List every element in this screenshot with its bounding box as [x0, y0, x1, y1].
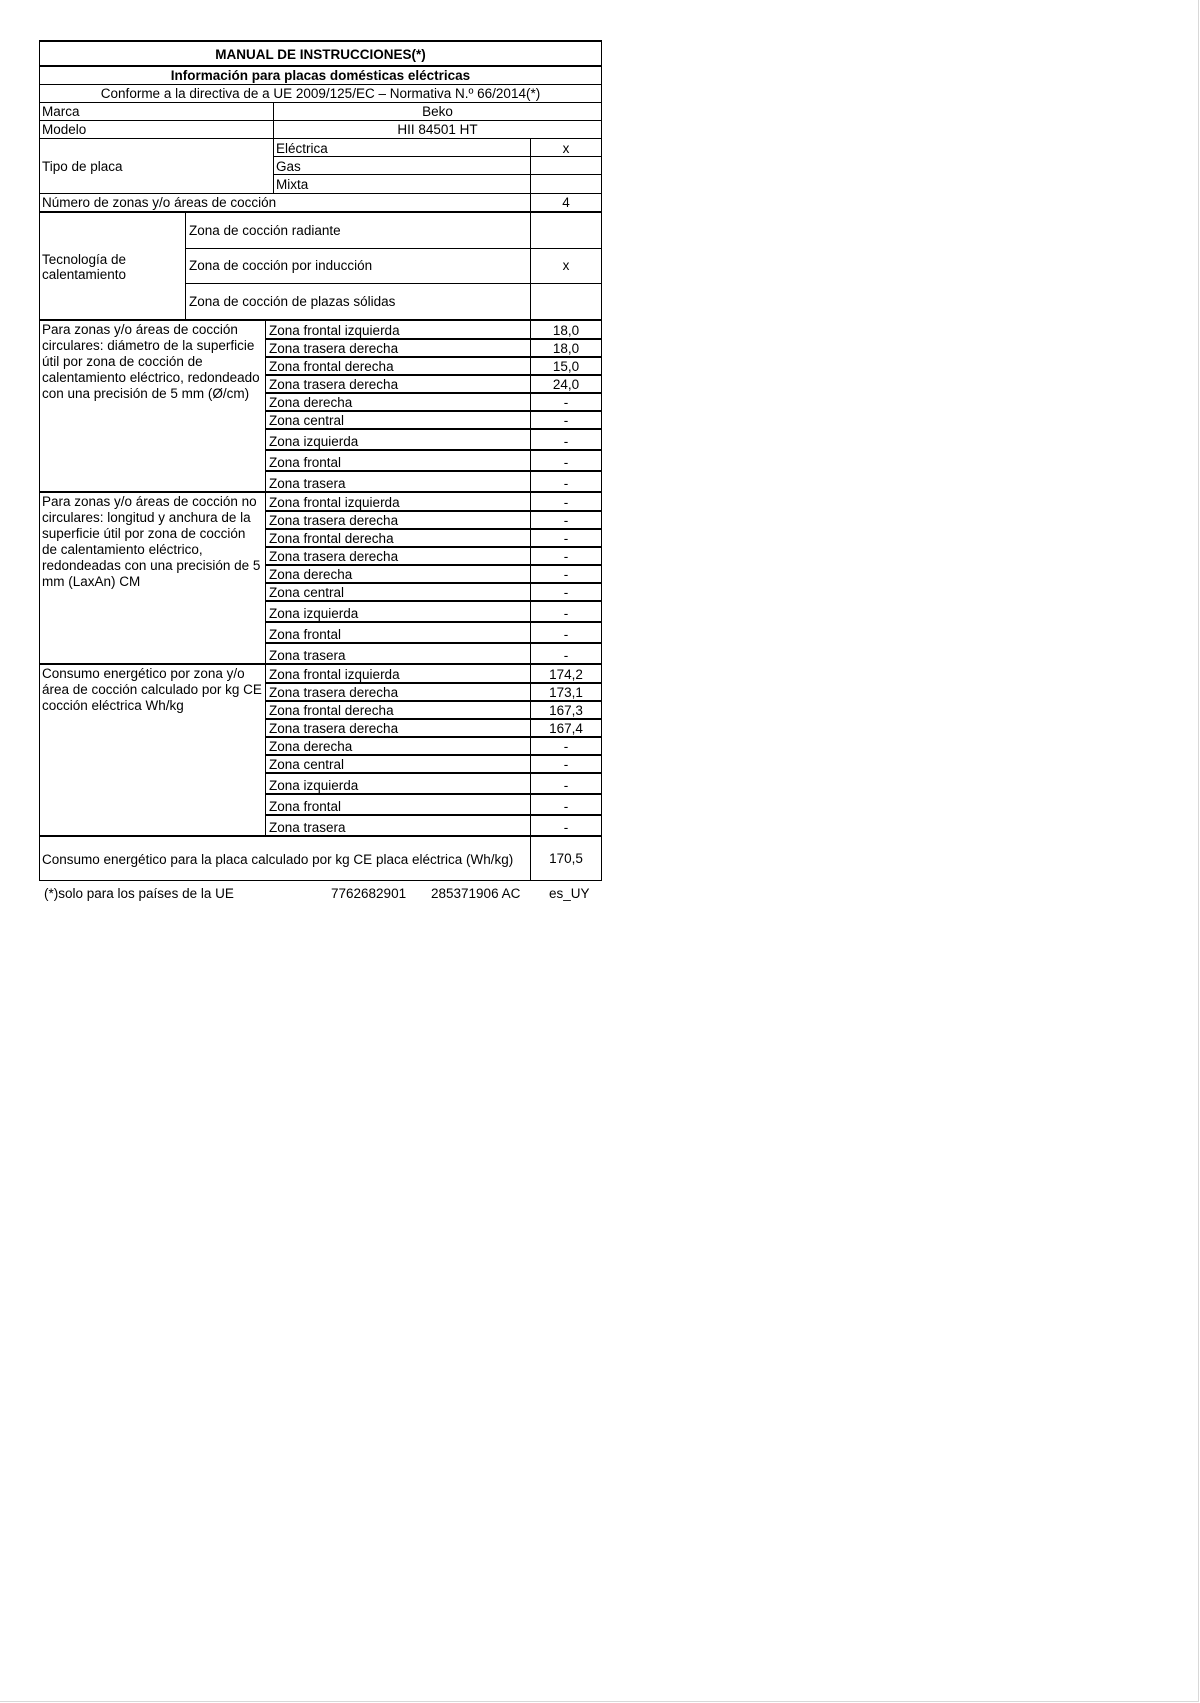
circular-zone-name	[266, 471, 530, 491]
energy-zone-zone-value	[530, 755, 602, 772]
energy-zone-zone-value	[530, 719, 602, 736]
noncircular-label	[39, 493, 265, 664]
circular-zone-name	[266, 339, 530, 356]
energy-zone-zone-value-text: -	[563, 820, 569, 835]
hob-type-option	[273, 139, 530, 156]
energy-zone-zone-name-text: Zona trasera	[269, 820, 346, 835]
table-top-border	[39, 40, 602, 42]
brand-label	[39, 103, 273, 120]
rule-energy-zone-value-split	[530, 664, 531, 836]
hob-type-option-text: Gas	[276, 159, 301, 174]
energy-zone-zone-name-text: Zona derecha	[269, 739, 353, 754]
footer-note: (*)solo para los países de la UE	[44, 886, 234, 901]
circular-zone-name	[266, 450, 530, 470]
noncircular-zone-name	[266, 511, 530, 528]
noncircular-zone-value	[530, 529, 602, 546]
hob-type-label-text: Tipo de placa	[42, 158, 123, 174]
circular-zone-value-text: 24,0	[552, 377, 580, 392]
noncircular-zone-value	[530, 547, 602, 564]
circular-zone-name-text: Zona frontal	[269, 455, 342, 470]
noncircular-zone-name-text: Zona trasera derecha	[269, 513, 399, 528]
energy-zone-zone-name-text: Zona frontal izquierda	[269, 667, 400, 682]
hob-type-label	[39, 139, 273, 193]
hob-type-option	[273, 157, 530, 174]
noncircular-zone-name	[266, 601, 530, 621]
noncircular-zone-value-text: -	[563, 531, 569, 546]
noncircular-zone-value	[530, 643, 602, 663]
model-label	[39, 121, 273, 138]
circular-zone-name-text: Zona trasera	[269, 476, 346, 491]
circular-zone-value	[530, 393, 602, 410]
energy-zone-zone-name	[266, 773, 530, 793]
energy-zone-zone-name	[266, 737, 530, 754]
noncircular-zone-name	[266, 622, 530, 642]
circular-label-text: Para zonas y/o áreas de cocción circulares: diámetro de la superficie útil por zona de cocción de calentamiento eléctrico, redondeado con una precisión de 5 mm (Ø/cm)	[42, 322, 260, 401]
hob-type-option-text: Eléctrica	[276, 141, 328, 156]
rule-energy-total-split	[530, 836, 531, 880]
zones-count-label-text: Número de zonas y/o áreas de cocción	[42, 195, 277, 210]
circular-zone-name-text: Zona frontal izquierda	[269, 323, 400, 338]
zones-count-value-text: 4	[562, 195, 570, 210]
noncircular-zone-name	[266, 583, 530, 600]
circular-zone-value	[530, 357, 602, 374]
circular-zone-value-text: 18,0	[552, 341, 580, 356]
doc-subtitle-text: Información para placas domésticas eléctricas	[170, 68, 471, 83]
directive-line	[39, 85, 602, 102]
hob-type-value	[530, 139, 602, 156]
heating-tech-value	[530, 213, 602, 248]
rule-heating-tech-value-split	[530, 211, 531, 320]
circular-zone-value	[530, 429, 602, 449]
energy-zone-zone-name	[266, 755, 530, 772]
heating-tech-label-text: Tecnología de calentamiento	[42, 251, 127, 282]
heating-tech-option	[186, 213, 530, 248]
noncircular-zone-name-text: Zona trasera	[269, 648, 346, 663]
noncircular-zone-value-text: -	[563, 648, 569, 663]
energy-total-label	[39, 837, 530, 880]
heating-tech-label	[39, 213, 185, 320]
brand-label-text: Marca	[42, 104, 80, 119]
noncircular-zone-value	[530, 601, 602, 621]
circular-zone-value-text: -	[563, 455, 569, 470]
circular-zone-value	[530, 450, 602, 470]
energy-zone-zone-value-text: -	[563, 778, 569, 793]
energy-zone-zone-value-text: -	[563, 799, 569, 814]
directive-line-text: Conforme a la directiva de a UE 2009/125/EC – Normativa N.º 66/2014(*)	[100, 86, 541, 101]
energy-zone-zone-name	[266, 665, 530, 682]
energy-zone-zone-value	[530, 815, 602, 835]
circular-zone-value-text: -	[563, 395, 569, 410]
noncircular-zone-name-text: Zona trasera derecha	[269, 549, 399, 564]
heating-tech-value	[530, 284, 602, 319]
circular-zone-name	[266, 429, 530, 449]
circular-zone-value-text: -	[563, 434, 569, 449]
energy-total-label-text: Consumo energético para la placa calculado por kg CE placa eléctrica (Wh/kg)	[42, 851, 514, 867]
rule-noncircular-split	[265, 492, 266, 664]
circular-zone-value	[530, 339, 602, 356]
heating-tech-option	[186, 249, 530, 284]
brand-value	[273, 103, 602, 120]
energy-zone-zone-name-text: Zona frontal	[269, 799, 342, 814]
heating-tech-option-text: Zona de cocción por inducción	[189, 258, 373, 274]
rule-hob-value-split	[530, 138, 531, 193]
rule-circular-split	[265, 320, 266, 492]
manual-title-text: MANUAL DE INSTRUCCIONES(*)	[215, 46, 426, 62]
circular-zone-name-text: Zona central	[269, 413, 345, 428]
footer-code: 7762682901	[331, 886, 407, 901]
noncircular-label-text: Para zonas y/o áreas de cocción no circulares: longitud y anchura de la superficie útil por zona de cocción de calentamiento eléctrico, redondeadas con una precisión de 5 mm (LaxAn) CM	[42, 494, 261, 589]
noncircular-zone-value	[530, 511, 602, 528]
footer-locale: es_UY	[549, 886, 590, 901]
footer-code-ac: 285371906 AC	[431, 886, 521, 901]
model-value	[273, 121, 602, 138]
noncircular-zone-name	[266, 643, 530, 663]
circular-zone-name-text: Zona trasera derecha	[269, 377, 399, 392]
energy-zone-zone-value	[530, 737, 602, 754]
noncircular-zone-value	[530, 583, 602, 600]
model-label-text: Modelo	[42, 122, 87, 137]
circular-zone-name-text: Zona trasera derecha	[269, 341, 399, 356]
rule-brand-split	[273, 102, 274, 121]
energy-total-value	[530, 837, 602, 880]
energy-zone-label	[39, 665, 265, 836]
noncircular-zone-value	[530, 493, 602, 510]
rule-noncircular-value-split	[530, 492, 531, 664]
energy-zone-zone-value-text: 174,2	[549, 667, 583, 682]
energy-zone-zone-value	[530, 683, 602, 700]
hob-type-value-text: x	[562, 141, 570, 156]
heating-tech-value-text: x	[562, 258, 570, 274]
energy-zone-zone-name-text: Zona trasera derecha	[269, 685, 399, 700]
circular-zone-value	[530, 411, 602, 428]
noncircular-zone-name	[266, 493, 530, 510]
circular-zone-name	[266, 375, 530, 392]
circular-zone-name	[266, 321, 530, 338]
hob-type-value	[530, 157, 602, 174]
noncircular-zone-name-text: Zona frontal	[269, 627, 342, 642]
noncircular-zone-value-text: -	[563, 513, 569, 528]
noncircular-zone-value-text: -	[563, 627, 569, 642]
noncircular-zone-name	[266, 565, 530, 582]
circular-label	[39, 321, 265, 492]
hob-type-value	[530, 175, 602, 192]
energy-zone-zone-value	[530, 794, 602, 814]
heating-tech-option	[186, 284, 530, 319]
energy-zone-zone-name	[266, 701, 530, 718]
hob-type-option	[273, 175, 530, 192]
energy-zone-zone-value-text: 173,1	[549, 685, 583, 700]
energy-zone-zone-value-text: -	[563, 739, 569, 754]
manual-title	[39, 43, 602, 65]
heating-tech-value	[530, 249, 602, 284]
noncircular-zone-value-text: -	[563, 606, 569, 621]
hob-type-option-text: Mixta	[276, 177, 309, 192]
rule-hob-type-split	[273, 138, 274, 193]
brand-value-text: Beko	[422, 104, 453, 119]
rule-zones-count-split	[530, 193, 531, 211]
noncircular-zone-name-text: Zona izquierda	[269, 606, 359, 621]
heating-tech-option-text: Zona de cocción de plazas sólidas	[189, 293, 396, 309]
energy-zone-zone-value-text: 167,4	[549, 721, 583, 736]
zones-count-value	[530, 194, 602, 211]
rule-energy-zone-split	[265, 664, 266, 836]
energy-zone-zone-value	[530, 773, 602, 793]
energy-zone-zone-name	[266, 815, 530, 835]
model-value-text: HII 84501 HT	[397, 122, 478, 137]
circular-zone-name-text: Zona derecha	[269, 395, 353, 410]
noncircular-zone-value	[530, 565, 602, 582]
circular-zone-value-text: 18,0	[552, 323, 580, 338]
energy-zone-zone-value-text: -	[563, 757, 569, 772]
rule-circular-value-split	[530, 320, 531, 492]
circular-zone-name-text: Zona frontal derecha	[269, 359, 394, 374]
noncircular-zone-name-text: Zona frontal derecha	[269, 531, 394, 546]
circular-zone-value	[530, 375, 602, 392]
noncircular-zone-name	[266, 547, 530, 564]
rule-heating-tech-split	[185, 211, 186, 320]
circular-zone-value	[530, 471, 602, 491]
energy-zone-zone-value	[530, 665, 602, 682]
energy-info-sheet	[39, 40, 602, 901]
noncircular-zone-value-text: -	[563, 567, 569, 582]
energy-zone-zone-value	[530, 701, 602, 718]
circular-zone-value-text: 15,0	[552, 359, 580, 374]
circular-zone-value-text: -	[563, 413, 569, 428]
noncircular-zone-value	[530, 622, 602, 642]
noncircular-zone-value-text: -	[563, 495, 569, 510]
energy-zone-label-text: Consumo energético por zona y/o área de cocción calculado por kg CE cocción eléctrica Wh/kg	[42, 666, 262, 713]
noncircular-zone-name-text: Zona derecha	[269, 567, 353, 582]
circular-zone-value	[530, 321, 602, 338]
doc-subtitle	[39, 67, 602, 84]
energy-zone-zone-name-text: Zona central	[269, 757, 345, 772]
energy-zone-zone-name	[266, 794, 530, 814]
circular-zone-name	[266, 357, 530, 374]
energy-total-value-text: 170,5	[549, 851, 583, 866]
zones-count-label	[39, 194, 530, 211]
energy-zone-zone-value-text: 167,3	[549, 703, 583, 718]
energy-zone-zone-name	[266, 683, 530, 700]
heating-tech-option-text: Zona de cocción radiante	[189, 222, 341, 238]
energy-zone-zone-name	[266, 719, 530, 736]
noncircular-zone-name-text: Zona central	[269, 585, 345, 600]
energy-zone-zone-name-text: Zona trasera derecha	[269, 721, 399, 736]
table-bottom-border	[39, 880, 602, 881]
rule-model-split	[273, 120, 274, 139]
energy-zone-zone-name-text: Zona frontal derecha	[269, 703, 394, 718]
noncircular-zone-name	[266, 529, 530, 546]
noncircular-zone-value-text: -	[563, 549, 569, 564]
circular-zone-value-text: -	[563, 476, 569, 491]
energy-zone-zone-name-text: Zona izquierda	[269, 778, 359, 793]
circular-zone-name	[266, 393, 530, 410]
noncircular-zone-value-text: -	[563, 585, 569, 600]
circular-zone-name	[266, 411, 530, 428]
noncircular-zone-name-text: Zona frontal izquierda	[269, 495, 400, 510]
circular-zone-name-text: Zona izquierda	[269, 434, 359, 449]
